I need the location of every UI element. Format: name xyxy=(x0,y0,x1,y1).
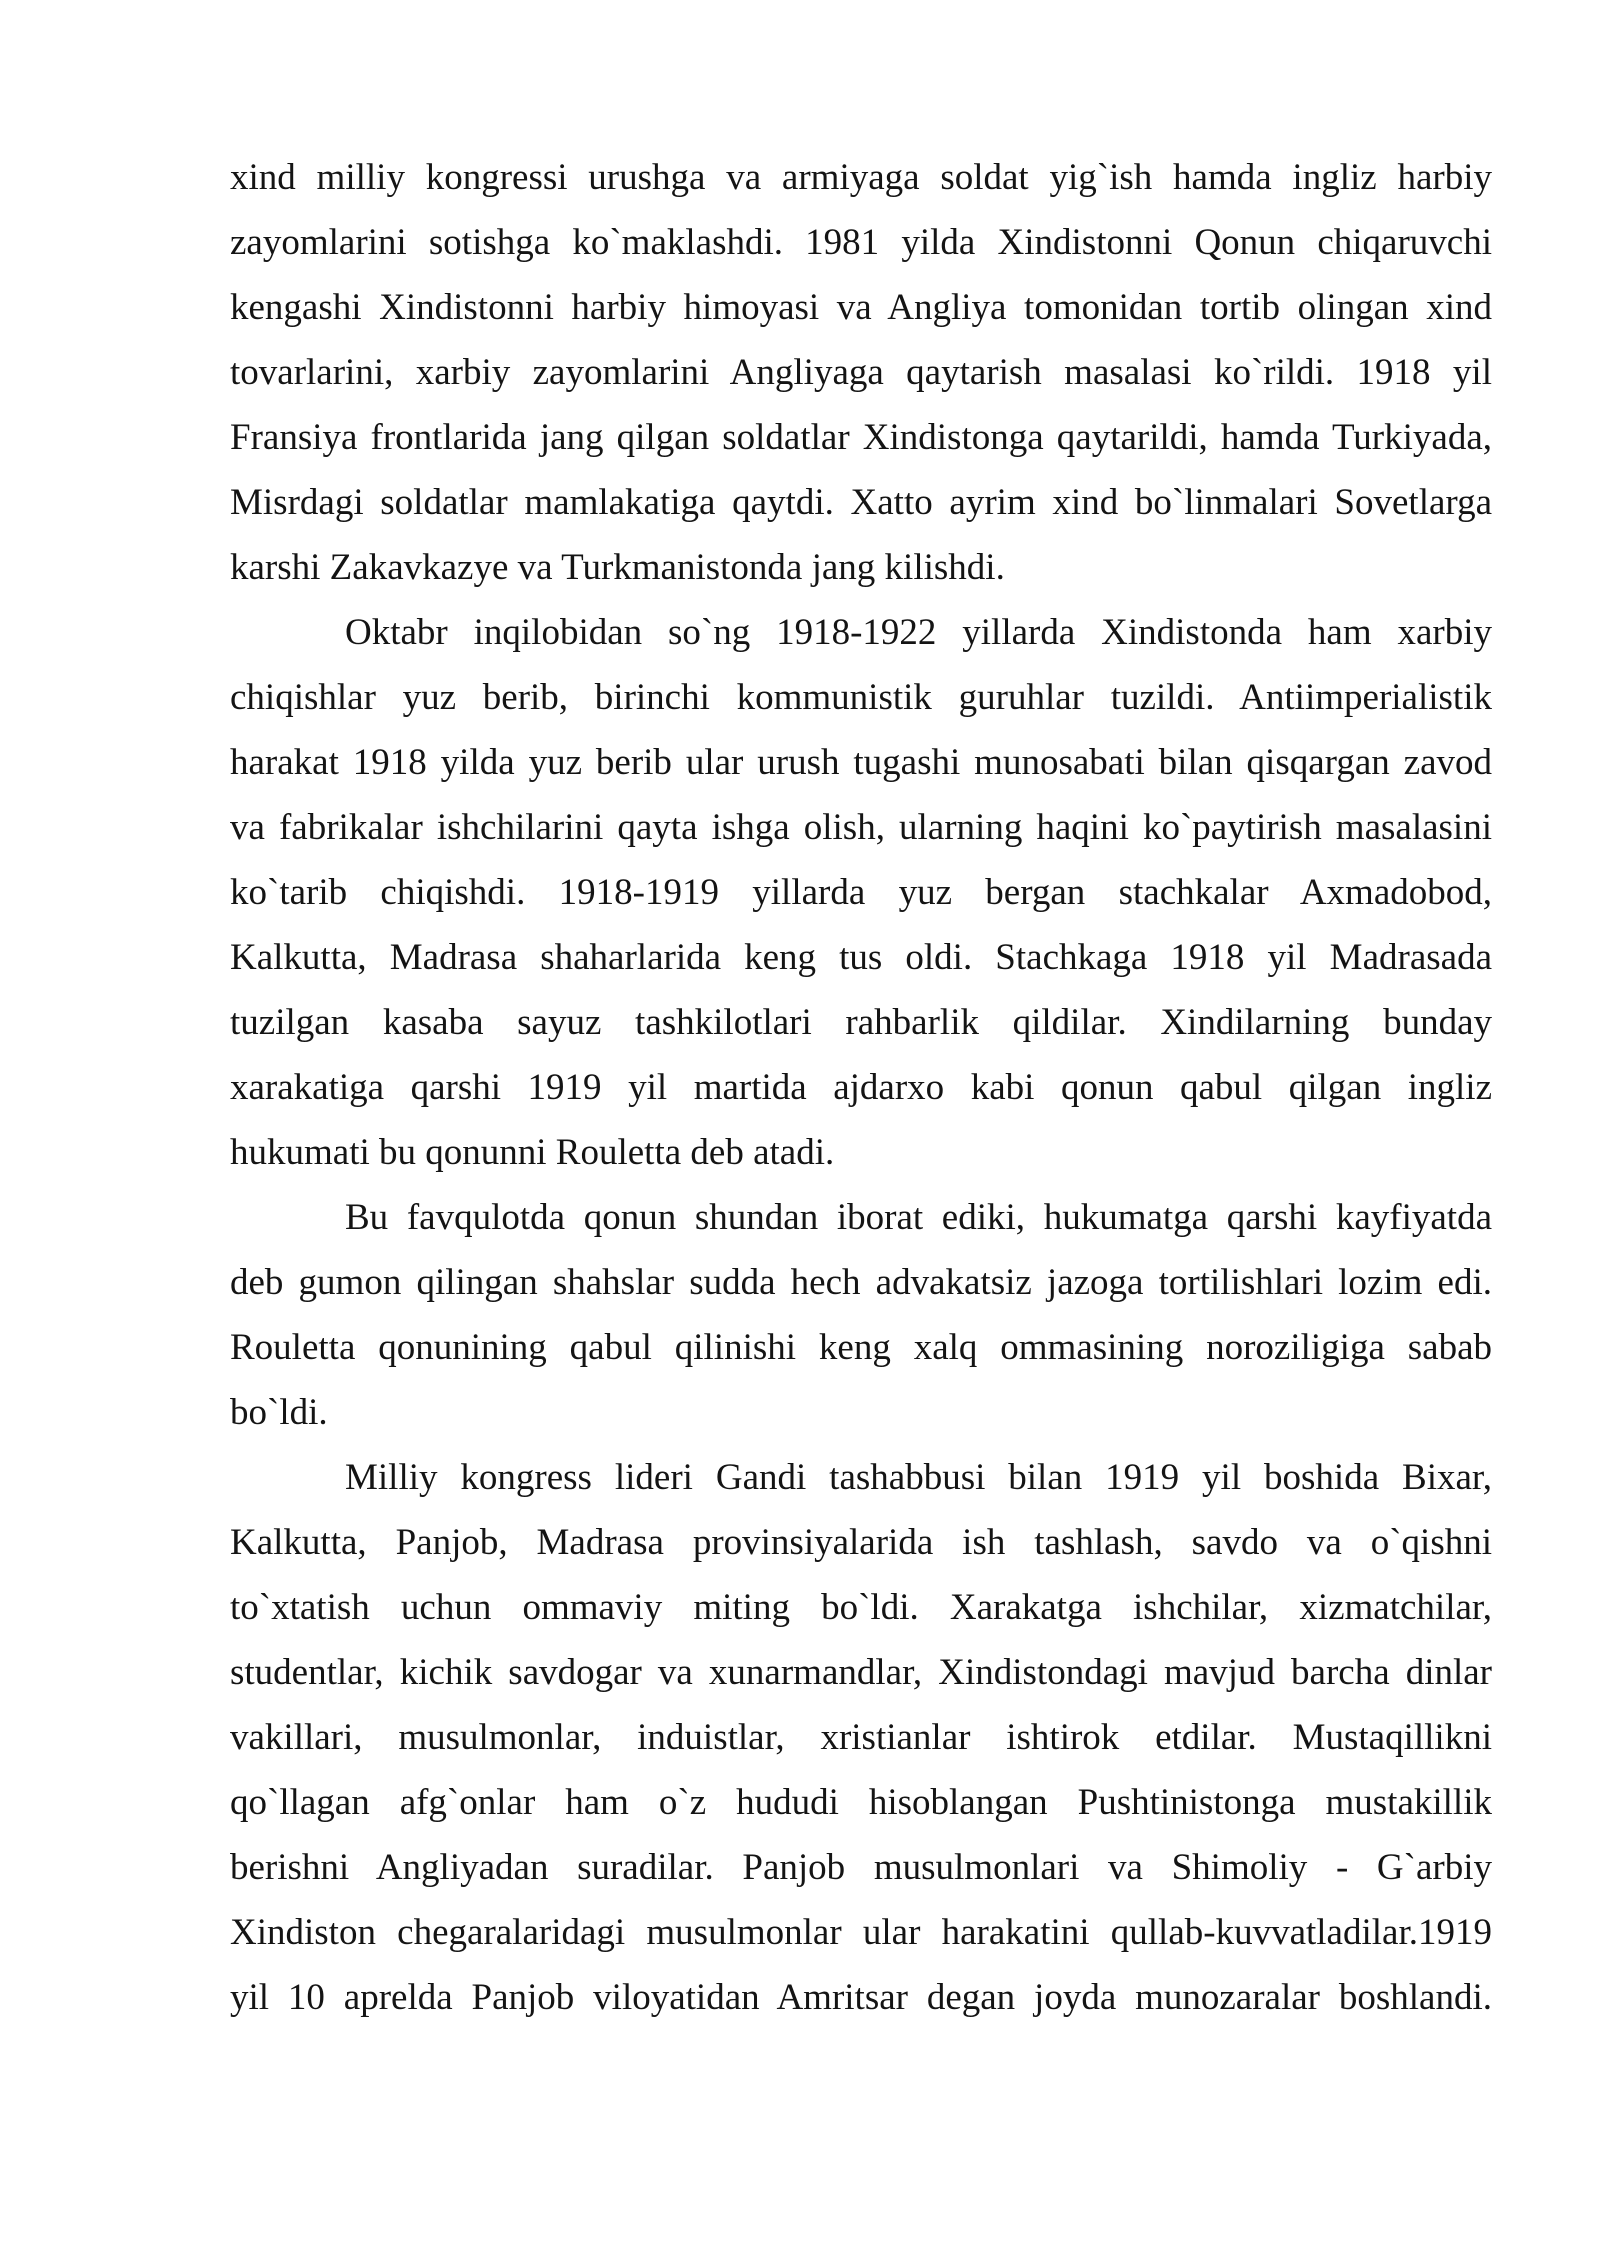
text-line: to`xtatish uchun ommaviy miting bo`ldi. Xarakatga ishchilar, xizmatchilar, xyxy=(230,1587,1492,1628)
text-line: Rouletta qonunining qabul qilinishi keng xalq ommasining noroziligiga sabab xyxy=(230,1327,1492,1368)
text-line: kengashi Xindistonni harbiy himoyasi va Angliya tomonidan tortib olingan xind xyxy=(230,287,1492,328)
text-line: Milliy kongress lideri Gandi tashabbusi bilan 1919 yil boshida Bixar, xyxy=(345,1457,1492,1498)
text-line: xarakatiga qarshi 1919 yil martida ajdarxo kabi qonun qabul qilgan ingliz xyxy=(230,1067,1492,1108)
text-line: ko`tarib chiqishdi. 1918-1919 yillarda yuz bergan stachkalar Axmadobod, xyxy=(230,872,1492,913)
text-line: chiqishlar yuz berib, birinchi kommunistik guruhlar tuzildi. Antiimperialistik xyxy=(230,677,1492,718)
text-line: qo`llagan afg`onlar ham o`z hududi hisoblangan Pushtinistonga mustakillik xyxy=(230,1782,1492,1823)
text-line: berishni Angliyadan suradilar. Panjob musulmonlari va Shimoliy - G`arbiy xyxy=(230,1847,1492,1888)
text-line: bo`ldi. xyxy=(230,1392,328,1433)
text-line: Bu favqulotda qonun shundan iborat ediki, hukumatga qarshi kayfiyatda xyxy=(345,1197,1492,1238)
text-line: Kalkutta, Madrasa shaharlarida keng tus oldi. Stachkaga 1918 yil Madrasada xyxy=(230,937,1492,978)
text-line: studentlar, kichik savdogar va xunarmandlar, Xindistondagi mavjud barcha dinlar xyxy=(230,1652,1492,1693)
text-line: Xindiston chegaralaridagi musulmonlar ular harakatini qullab-kuvvatladilar.1919 xyxy=(230,1912,1492,1953)
paragraph xyxy=(230,1445,1492,2030)
text-line: Kalkutta, Panjob, Madrasa provinsiyalarida ish tashlash, savdo va o`qishni xyxy=(230,1522,1492,1563)
text-line: harakat 1918 yilda yuz berib ular urush tugashi munosabati bilan qisqargan zavod xyxy=(230,742,1492,783)
text-line: hukumati bu qonunni Rouletta deb atadi. xyxy=(230,1132,835,1173)
paragraph xyxy=(230,600,1492,1185)
text-line: yil 10 aprelda Panjob viloyatidan Amritsar degan joyda munozaralar boshlandi. xyxy=(230,1977,1492,2018)
text-line: va fabrikalar ishchilarini qayta ishga olish, ularning haqini ko`paytirish masalasini xyxy=(230,807,1492,848)
paragraph xyxy=(230,145,1492,600)
text-line: deb gumon qilingan shahslar sudda hech advakatsiz jazoga tortilishlari lozim edi. xyxy=(230,1262,1492,1303)
text-line: xind milliy kongressi urushga va armiyaga soldat yig`ish hamda ingliz harbiy xyxy=(230,157,1492,198)
text-line: tovarlarini, xarbiy zayomlarini Angliyaga qaytarish masalasi ko`rildi. 1918 yil xyxy=(230,352,1492,393)
text-line: Fransiya frontlarida jang qilgan soldatlar Xindistonga qaytarildi, hamda Turkiyada, xyxy=(230,417,1492,458)
text-line: Misrdagi soldatlar mamlakatiga qaytdi. Xatto ayrim xind bo`linmalari Sovetlarga xyxy=(230,482,1492,523)
text-line: Oktabr inqilobidan so`ng 1918-1922 yillarda Xindistonda ham xarbiy xyxy=(345,612,1492,653)
document-body xyxy=(230,145,1492,2030)
text-line: zayomlarini sotishga ko`maklashdi. 1981 yilda Xindistonni Qonun chiqaruvchi xyxy=(230,222,1492,263)
text-line: karshi Zakavkazye va Turkmanistonda jang kilishdi. xyxy=(230,547,1005,588)
text-line: vakillari, musulmonlar, induistlar, xristianlar ishtirok etdilar. Mustaqillikni xyxy=(230,1717,1492,1758)
paragraph xyxy=(230,1185,1492,1445)
text-line: tuzilgan kasaba sayuz tashkilotlari rahbarlik qildilar. Xindilarning bunday xyxy=(230,1002,1492,1043)
